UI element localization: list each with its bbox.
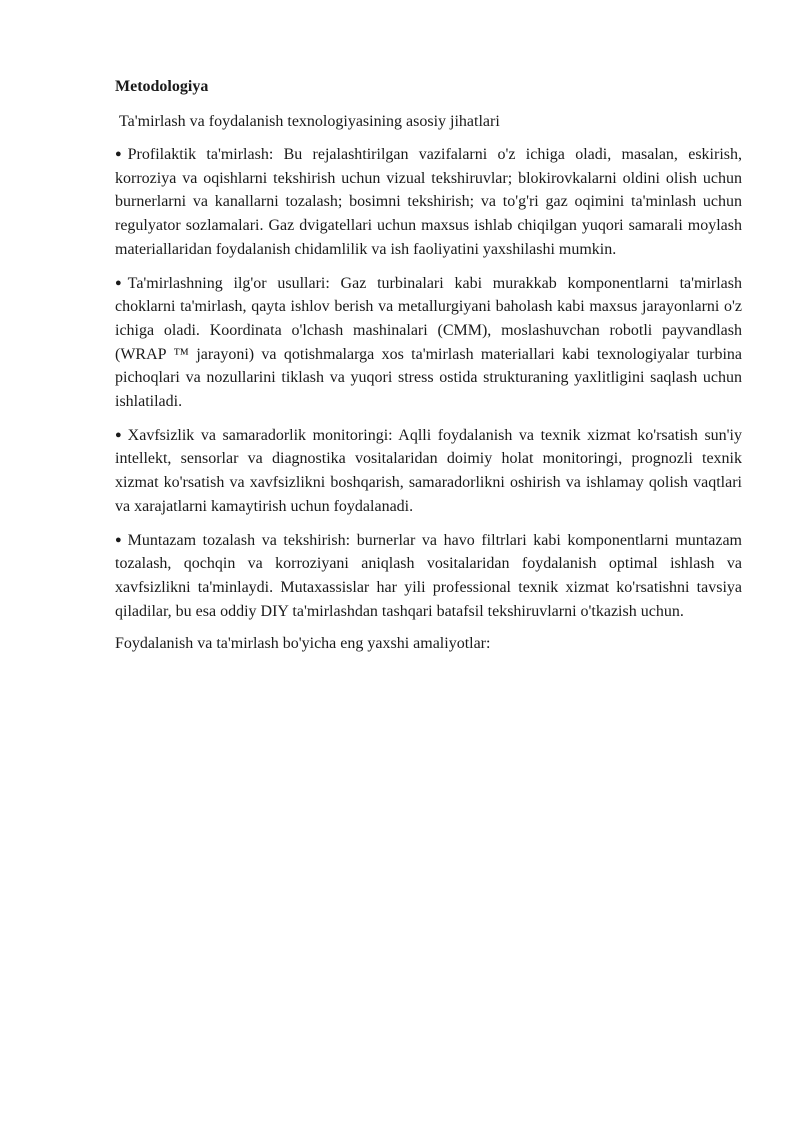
list-item [115, 529, 742, 624]
list-item-text: Muntazam tozalash va tekshirish: burnerlar va havo filtrlari kabi komponentlarni muntazam tozalash, qochqin va korroziyani aniqlash vositalaridan foydalanish optimal ishlash va xavfsizlikni ta'minlaydi. Mutaxassislar har yili professional texnik xizmat ko'rsatishni tavsiya qiladilar, bu esa oddiy DIY ta'mirlashdan tashqari batafsil tekshiruvlarni o'tkazish uchun. [115, 531, 742, 620]
list-item-text: Xavfsizlik va samaradorlik monitoringi: Aqlli foydalanish va texnik xizmat ko'rsatish sun'iy intellekt, sensorlar va diagnostika vositalaridan doimiy holat monitoringi, prognozli texnik xizmat ko'rsatish va xavfsizlikni boshqarish, samaradorlikni oshirish va ishlamay qolish vaqtlari va xarajatlarni kamaytirish uchun foydalanadi. [115, 426, 742, 515]
bullet-icon: ● [115, 533, 122, 546]
list-item-text: Profilaktik ta'mirlash: Bu rejalashtirilgan vazifalarni o'z ichiga oladi, masalan, eskirish, korroziya va oqishlarni tekshirish uchun vizual tekshiruvlar; blokirovkalarni oldini olish uchun burnerlarni va kanallarni tozalash; bosimni tekshirish; va to'g'ri gaz oqimini ta'minlash uchun regulyator sozlamalari. Gaz dvigatellari uchun maxsus ishlab chiqilgan yuqori samarali moylash materiallaridan foydalanish chidamlilik va ish faoliyatini yaxshilashi mumkin. [115, 146, 742, 258]
bullet-icon: ● [115, 428, 122, 441]
bullet-icon: ● [115, 276, 122, 289]
document-page [115, 76, 742, 655]
list-item [115, 424, 742, 519]
bullet-icon: ● [115, 148, 122, 160]
list-item [115, 143, 742, 262]
list-item [115, 272, 742, 414]
section-title: Metodologiya [115, 78, 209, 95]
section-subtitle: Ta'mirlash va foydalanish texnologiyasining asosiy jihatlari [119, 113, 500, 130]
list-item-text: Ta'mirlashning ilg'or usullari: Gaz turbinalari kabi murakkab komponentlarni ta'mirlash choklarni ta'mirlash, qayta ishlov berish va metallurgiyani baholash kabi maxsus jarayonlarni o'z ichiga oladi. Koordinata o'lchash mashinalari (CMM), moslashuvchan robotli payvandlash (WRAP ™ jarayoni) va qotishmalarga xos ta'mirlash materiallari kabi texnologiyalar turbina pichoqlari va nozullarini tiklash va yuqori stress ostida strukturaning yaxlitligini saqlash uchun ishlatiladi. [115, 274, 742, 411]
closing-line: Foydalanish va ta'mirlash bo'yicha eng yaxshi amaliyotlar: [115, 635, 491, 653]
